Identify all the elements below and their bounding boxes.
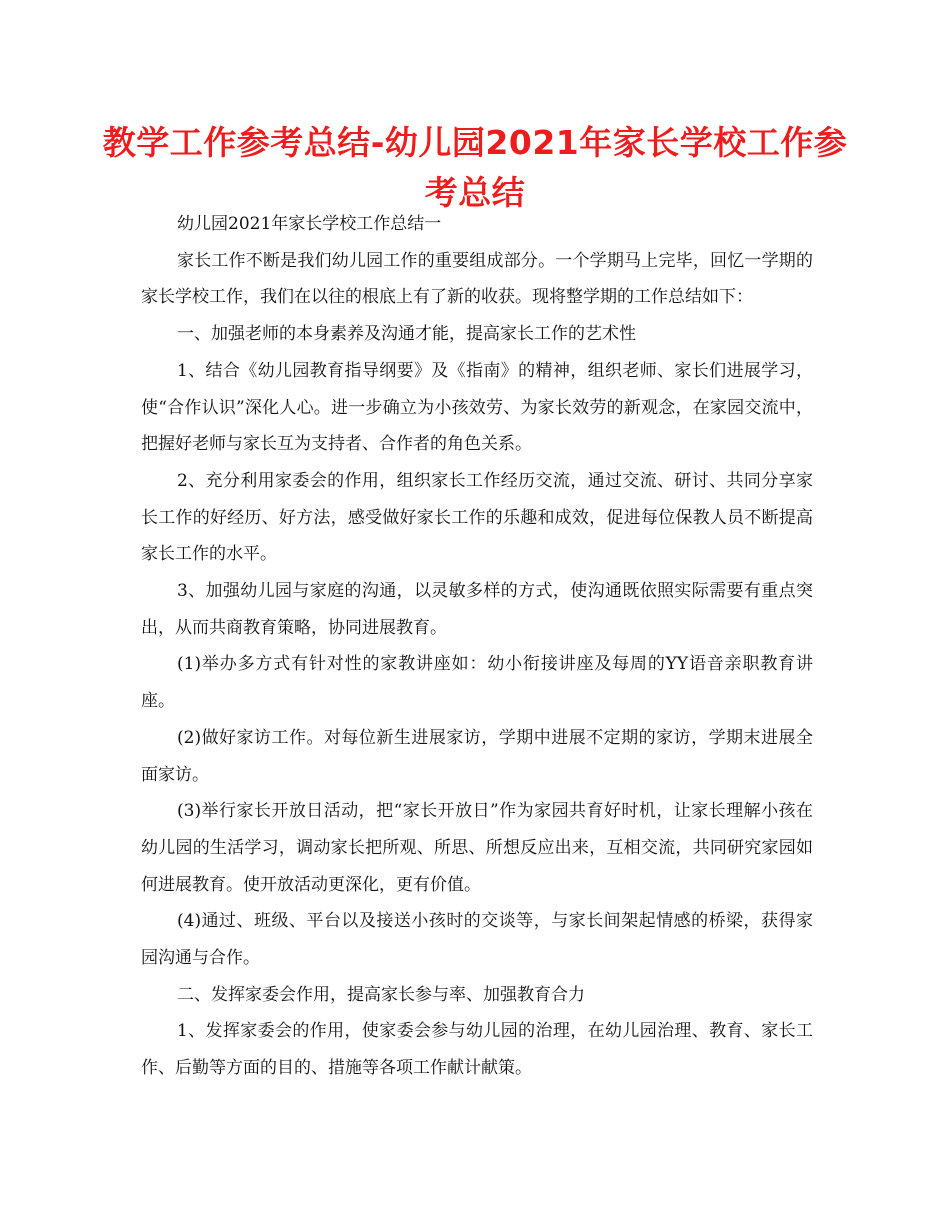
paragraph-item-2-1: 1、发挥家委会的作用，使家委会参与幼儿园的治理，在幼儿园治理、教育、家长工作、后勤等方面的目的、措施等各项工作献计献策。 — [141, 1021, 813, 1079]
section-heading-2: 二、发挥家委会作用，提高家长参与率、加强教育合力 — [177, 984, 585, 1005]
intro-paragraph: 家长工作不断是我们幼儿园工作的重要组成部分。一个学期马上完毕，回忆一学期的家长学校工作，我们在以往的根底上有了新的收获。现将整学期的工作总结如下： — [141, 250, 813, 308]
sub-item-4: (4)通过、班级、平台以及接送小孩时的交谈等，与家长间架起情感的桥梁，获得家园沟通与合作。 — [141, 911, 813, 969]
sub-item-3: (3)举行家长开放日活动，把“家长开放日”作为家园共育好时机，让家长理解小孩在幼儿园的生活学习，调动家长把所观、所思、所想反应出来，互相交流，共同研究家园如何进展教育。使开放活动更深化，更有价值。 — [141, 801, 813, 895]
section-heading: 幼儿园2021年家长学校工作总结一 — [177, 214, 442, 234]
document-title: 教学工作参考总结-幼儿园2021年家长学校工作参考总结 — [102, 123, 848, 212]
section-heading-1: 一、加强老师的本身素养及沟通才能，提高家长工作的艺术性 — [177, 324, 636, 345]
paragraph-item-1: 1、结合《幼儿园教育指导纲要》及《指南》的精神，组织老师、家长们进展学习，使“合作认识”深化人心。进一步确立为小孩效劳、为家长效劳的新观念，在家园交流中，把握好老师与家长互为支持者、合作者的角色关系。 — [141, 360, 813, 455]
sub-item-2: (2)做好家访工作。对每位新生进展家访，学期中进展不定期的家访，学期末进展全面家访。 — [141, 727, 813, 785]
document-body — [141, 206, 813, 1087]
paragraph-item-2: 2、充分利用家委会的作用，组织家长工作经历交流，通过交流、研讨、共同分享家长工作的好经历、好方法，感受做好家长工作的乐趣和成效，促进每位保教人员不断提高家长工作的水平。 — [141, 470, 813, 565]
sub-item-1: (1)举办多方式有针对性的家教讲座如：幼小衔接讲座及每周的YY语音亲职教育讲座。 — [141, 654, 813, 712]
paragraph-item-3: 3、加强幼儿园与家庭的沟通，以灵敏多样的方式，使沟通既依照实际需要有重点突出，从而共商教育策略，协同进展教育。 — [141, 581, 813, 638]
